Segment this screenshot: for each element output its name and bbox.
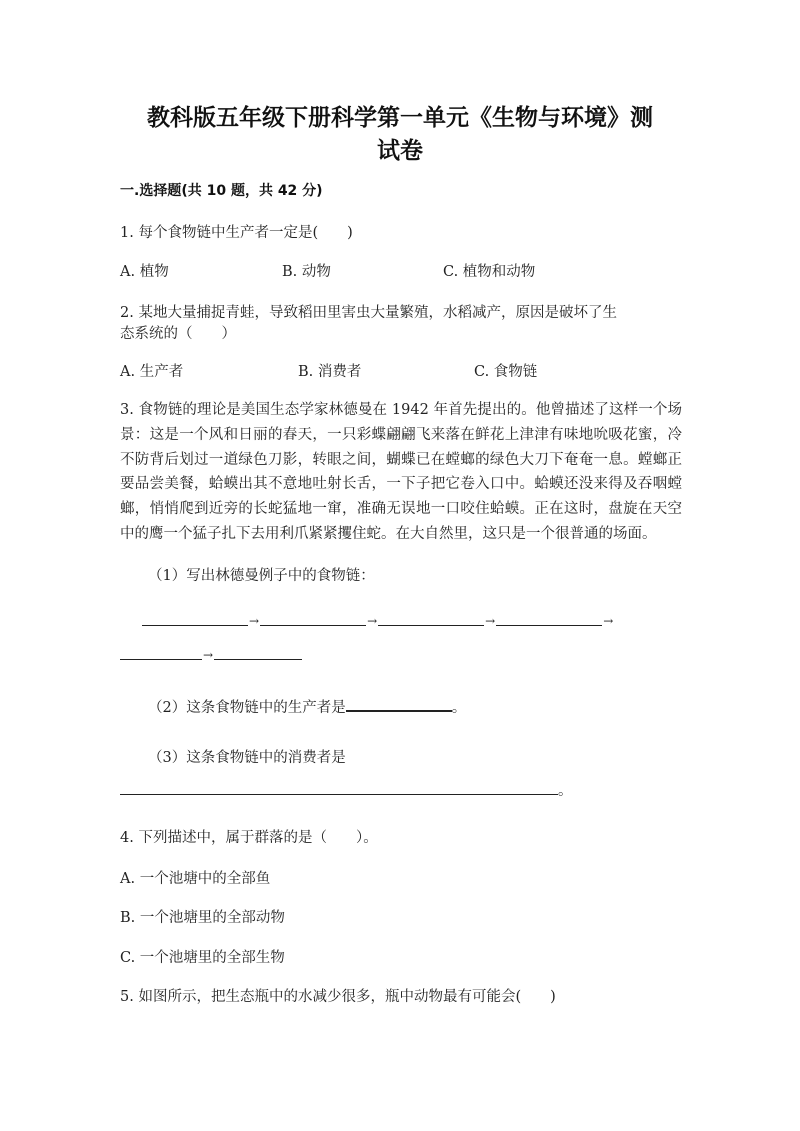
question-4-option-b[interactable]: B. 一个池塘里的全部动物 <box>120 910 285 926</box>
food-chain-blank-6[interactable] <box>214 658 302 660</box>
food-chain-row-1 <box>142 614 614 630</box>
food-chain-blank-3[interactable] <box>378 624 484 626</box>
question-2-option-b[interactable]: B. 消费者 <box>298 364 362 380</box>
producer-answer-blank[interactable] <box>346 709 452 712</box>
question-3-sub3-end: 。 <box>558 783 573 799</box>
question-4-stem: 4. 下列描述中，属于群落的是（ ）。 <box>120 830 378 846</box>
page-title-continued: 试卷 <box>377 138 423 164</box>
question-3-sub2-end: 。 <box>451 700 467 716</box>
question-3-passage: 3. 食物链的理论是美国生态学家林德曼在 1942 年首先提出的。他曾描述了这样一个场景：这是一个风和日丽的春天，一只彩蝶翩翩飞来落在鲜花上津津有味地吮吸花蜜，冷不防背后划过一道绿色刀影，转眼之间，蝴蝶已在螳螂的绿色大刀下奄奄一息。螳螂正要品尝美餐，蛤蟆出其不意地吐射长舌，一下子把它卷入口中。蛤蟆还没来得及吞咽螳螂，悄悄爬到近旁的长蛇猛地一窜，准确无误地一口咬住蛤蟆。正在这时，盘旋在天空中的鹰一个猛子扎下去用利爪紧紧攫住蛇。在大自然里，这只是一个很普通的场面。 <box>120 402 682 542</box>
food-chain-blank-4[interactable] <box>496 624 602 626</box>
arrow-icon: → <box>367 614 378 628</box>
section-heading: 一.选择题(共 10 题，共 42 分) <box>120 183 323 199</box>
arrow-icon: → <box>485 614 496 628</box>
food-chain-row-2 <box>120 648 302 664</box>
question-4-option-c[interactable]: C. 一个池塘里的全部生物 <box>120 950 285 966</box>
question-5-stem: 5. 如图所示，把生态瓶中的水减少很多，瓶中动物最有可能会( ) <box>120 989 556 1005</box>
question-1-option-a[interactable]: A. 植物 <box>120 264 169 280</box>
question-1-option-b[interactable]: B. 动物 <box>282 264 331 280</box>
question-2-stem-continued: 态系统的（ ） <box>120 326 236 342</box>
food-chain-blank-1[interactable] <box>142 624 248 626</box>
question-2-option-a[interactable]: A. 生产者 <box>120 364 184 380</box>
question-1-stem: 1. 每个食物链中生产者一定是( ) <box>120 225 353 241</box>
consumer-answer-blank[interactable] <box>120 793 558 795</box>
question-2-option-c[interactable]: C. 食物链 <box>474 364 538 380</box>
arrow-icon: → <box>603 614 614 628</box>
question-3-sub3: （3）这条食物链中的消费者是 <box>148 750 346 766</box>
question-3-sub2 <box>148 696 466 717</box>
question-4-option-a[interactable]: A. 一个池塘中的全部鱼 <box>120 871 271 887</box>
arrow-icon: → <box>249 614 260 628</box>
food-chain-blank-2[interactable] <box>260 624 366 626</box>
arrow-icon: → <box>203 648 214 662</box>
question-3-sub2-text: （2）这条食物链中的生产者是 <box>148 700 346 716</box>
food-chain-blank-5[interactable] <box>120 658 202 660</box>
consumer-answer-row <box>120 779 573 800</box>
question-1-option-c[interactable]: C. 植物和动物 <box>443 264 536 280</box>
page-title: 教科版五年级下册科学第一单元《生物与环境》测 <box>147 105 653 131</box>
question-3-sub1: （1）写出林德曼例子中的食物链： <box>148 568 375 584</box>
question-2-stem: 2. 某地大量捕捉青蛙，导致稻田里害虫大量繁殖，水稻减产，原因是破坏了生 <box>120 305 617 321</box>
